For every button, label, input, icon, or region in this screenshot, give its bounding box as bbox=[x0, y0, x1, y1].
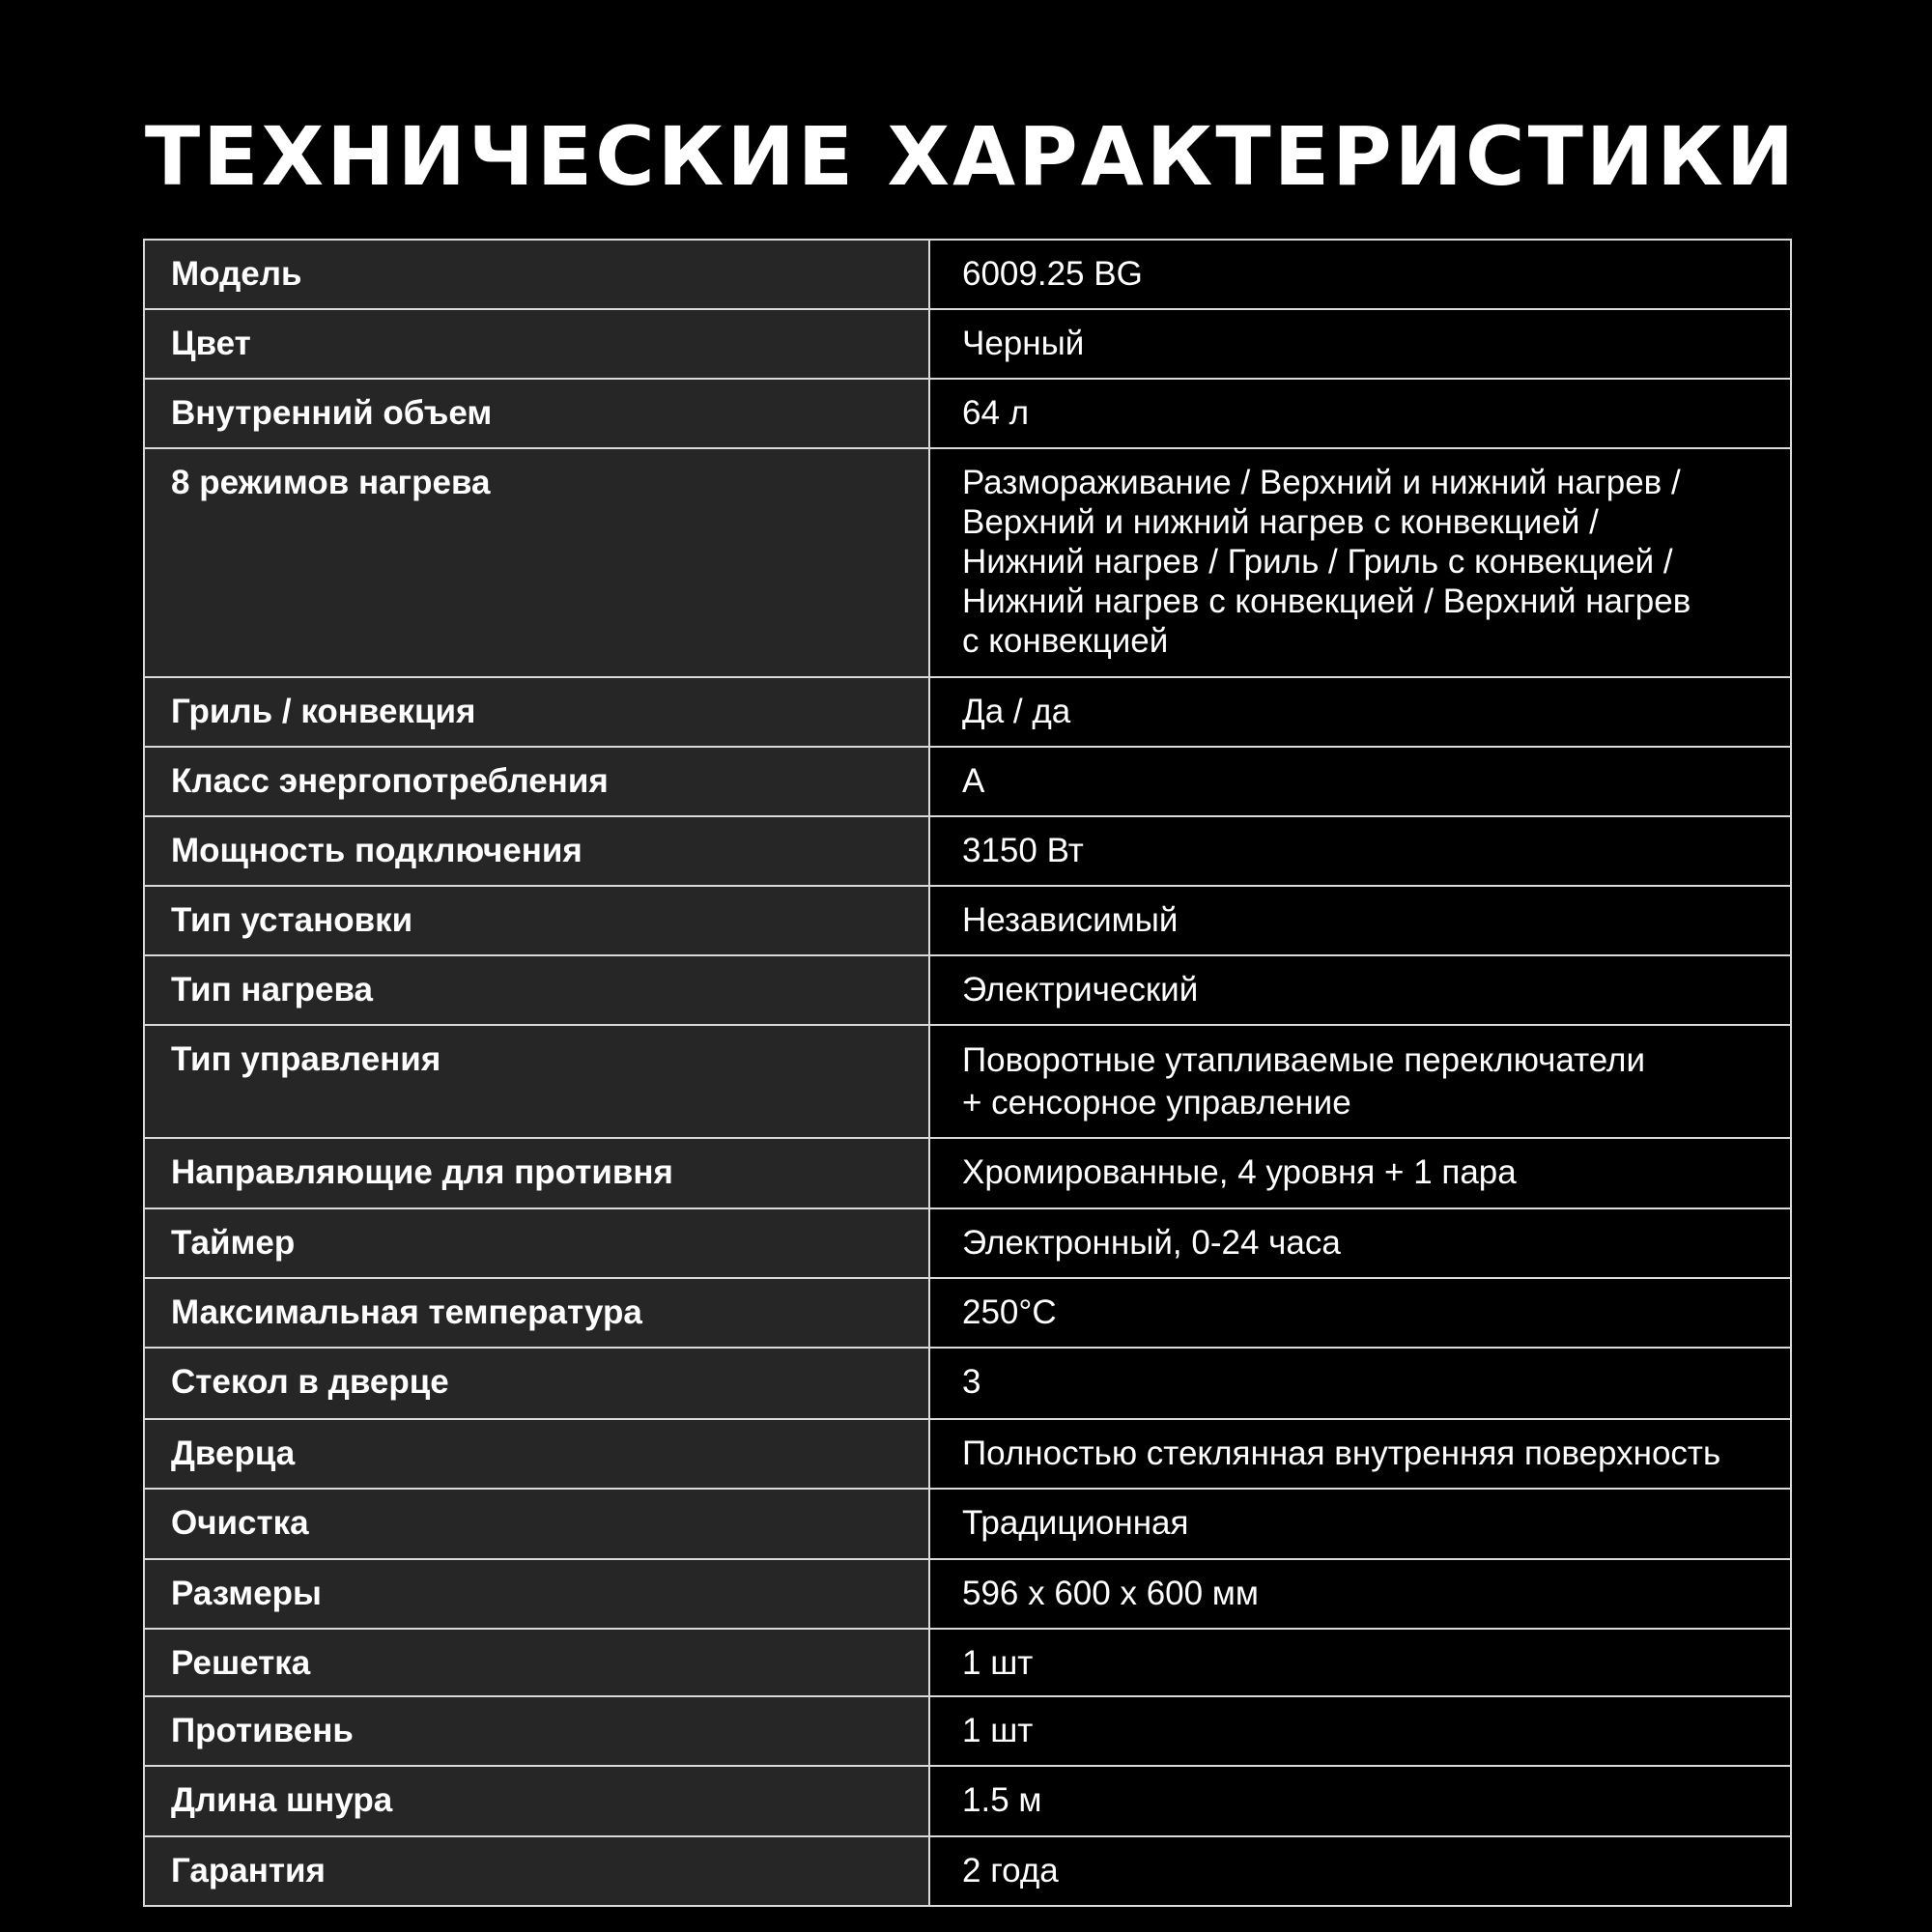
spec-label: Тип нагрева bbox=[144, 955, 929, 1025]
spec-value-line: Поворотные утапливаемые переключатели bbox=[962, 1041, 1646, 1079]
table-row bbox=[144, 1559, 1791, 1629]
table-row bbox=[144, 955, 1791, 1025]
table-row bbox=[144, 448, 1791, 677]
spec-label: Гарантия bbox=[144, 1836, 929, 1906]
spec-value: 3150 Вт bbox=[929, 816, 1791, 886]
table-row bbox=[144, 309, 1791, 379]
table-row bbox=[144, 1278, 1791, 1348]
table-row bbox=[144, 1138, 1791, 1208]
spec-label: Мощность подключения bbox=[144, 816, 929, 886]
spec-label: Направляющие для противня bbox=[144, 1138, 929, 1208]
table-row bbox=[144, 747, 1791, 816]
table-row bbox=[144, 1208, 1791, 1278]
spec-label: Длина шнура bbox=[144, 1766, 929, 1836]
spec-value: Независимый bbox=[929, 886, 1791, 955]
spec-label: Стекол в дверце bbox=[144, 1348, 929, 1419]
spec-value: 1.5 м bbox=[929, 1766, 1791, 1836]
spec-table bbox=[143, 239, 1792, 1907]
spec-value bbox=[929, 448, 1791, 677]
spec-label: Очистка bbox=[144, 1489, 929, 1559]
spec-value: 2 года bbox=[929, 1836, 1791, 1906]
spec-label: Цвет bbox=[144, 309, 929, 379]
spec-value: 1 шт bbox=[929, 1629, 1791, 1696]
spec-value bbox=[929, 1025, 1791, 1138]
spec-label: Тип управления bbox=[144, 1025, 929, 1138]
spec-label: Решетка bbox=[144, 1629, 929, 1696]
spec-value: 250°C bbox=[929, 1278, 1791, 1348]
table-row bbox=[144, 816, 1791, 886]
table-row bbox=[144, 240, 1791, 309]
spec-label: Модель bbox=[144, 240, 929, 309]
spec-value-line: + сенсорное управление bbox=[962, 1084, 1351, 1122]
table-row bbox=[144, 886, 1791, 955]
table-row bbox=[144, 1836, 1791, 1906]
spec-value-line: Верхний и нижний нагрев с конвекцией / bbox=[962, 503, 1599, 541]
spec-value: Электрический bbox=[929, 955, 1791, 1025]
spec-value: 596 х 600 х 600 мм bbox=[929, 1559, 1791, 1629]
spec-label: Размеры bbox=[144, 1559, 929, 1629]
spec-value: 64 л bbox=[929, 379, 1791, 448]
spec-value: 1 шт bbox=[929, 1696, 1791, 1766]
spec-value: Полностью стеклянная внутренняя поверхность bbox=[929, 1419, 1791, 1489]
table-row bbox=[144, 1348, 1791, 1419]
spec-value-line: с конвекцией bbox=[962, 622, 1169, 660]
page-title: ТЕХНИЧЕСКИЕ ХАРАКТЕРИСТИКИ bbox=[144, 109, 1798, 204]
spec-value: Электронный, 0-24 часа bbox=[929, 1208, 1791, 1278]
spec-value: Хромированные, 4 уровня + 1 пара bbox=[929, 1138, 1791, 1208]
spec-label: Гриль / конвекция bbox=[144, 677, 929, 747]
spec-value: Традиционная bbox=[929, 1489, 1791, 1559]
spec-label: Тип установки bbox=[144, 886, 929, 955]
spec-value-line: Нижний нагрев с конвекцией / Верхний нагрев bbox=[962, 582, 1691, 620]
spec-value: 3 bbox=[929, 1348, 1791, 1419]
spec-label: 8 режимов нагрева bbox=[144, 448, 929, 677]
spec-label: Противень bbox=[144, 1696, 929, 1766]
spec-label: Класс энергопотребления bbox=[144, 747, 929, 816]
table-row bbox=[144, 1766, 1791, 1836]
spec-label: Дверца bbox=[144, 1419, 929, 1489]
table-row bbox=[144, 379, 1791, 448]
spec-value: Черный bbox=[929, 309, 1791, 379]
spec-label: Таймер bbox=[144, 1208, 929, 1278]
spec-value: Да / да bbox=[929, 677, 1791, 747]
table-row bbox=[144, 1419, 1791, 1489]
table-row bbox=[144, 677, 1791, 747]
spec-value-line: Размораживание / Верхний и нижний нагрев / bbox=[962, 464, 1681, 501]
table-row bbox=[144, 1489, 1791, 1559]
spec-label: Внутренний объем bbox=[144, 379, 929, 448]
table-row bbox=[144, 1025, 1791, 1138]
table-row bbox=[144, 1696, 1791, 1766]
spec-value: 6009.25 BG bbox=[929, 240, 1791, 309]
spec-value: A bbox=[929, 747, 1791, 816]
spec-label: Максимальная температура bbox=[144, 1278, 929, 1348]
spec-value-line: Нижний нагрев / Гриль / Гриль с конвекцией / bbox=[962, 543, 1673, 581]
table-row bbox=[144, 1629, 1791, 1696]
